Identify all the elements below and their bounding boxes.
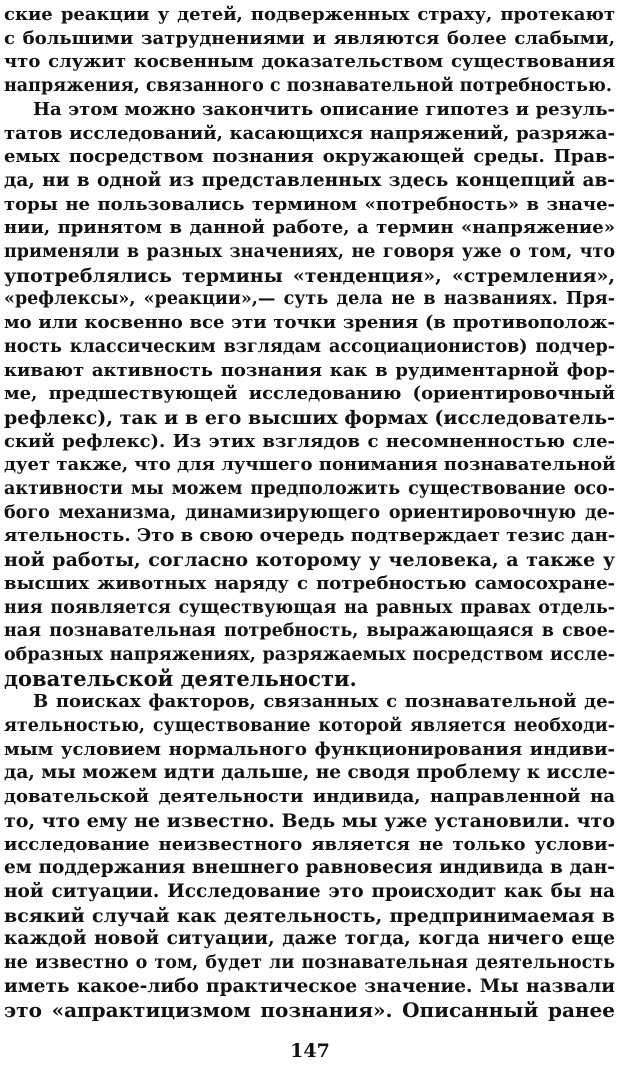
- text-line: это «апрактицизмом познания». Описанный ранее: [4, 998, 615, 1023]
- text-line: ния появляется существующая на равных правах отдель-: [4, 597, 615, 618]
- text-line: ность классическим взглядам ассоциационистов) подчер-: [4, 336, 615, 357]
- text-line: да, мы можем идти дальше, не сводя проблему к иссле-: [4, 762, 616, 784]
- text-line: мо или косвенно все эти точки зрения (в противополож-: [4, 312, 615, 334]
- text-line: «рефлексы», «реакции»,— суть дела не в названиях. Пря-: [4, 289, 615, 310]
- text-line: ятельностью, существование которой является необходи-: [4, 716, 615, 736]
- text-line: всякий случай как деятельность, предпринимаемая в: [4, 904, 615, 927]
- text-line: довательской деятельности индивида, направленной на: [4, 786, 615, 808]
- text-line: с большими затруднениями и являются более слабыми,: [4, 27, 615, 49]
- text-line: исследование неизвестного является не только услови-: [4, 833, 615, 855]
- paragraph-first-line: На этом можно закончить описание гипотез и резуль-: [33, 98, 615, 120]
- text-line: напряжения, связанного с познавательной потребностью.: [4, 76, 612, 97]
- text-line: ной ситуации. Исследование это происходит как бы на: [4, 880, 615, 902]
- text-line: ная познавательная потребность, выражающаяся в свое-: [4, 621, 615, 642]
- text-line: ем поддержания внешнего равновесия индивида в дан-: [4, 857, 615, 879]
- text-line: не известно о том, будет ли познавательная деятельность: [4, 953, 615, 973]
- text-line: иметь какое-либо практическое значение. Мы назвали: [4, 975, 615, 997]
- text-line: татов исследований, касающихся напряжений, разряжа-: [4, 122, 615, 144]
- text-line: торы не пользовались термином «потребность» в значе-: [4, 193, 615, 215]
- text-line: ские реакции у детей, подверженных страху, протекают: [4, 4, 615, 25]
- text-line: нии, принятом в данной работе, а термин «напряжение»: [4, 217, 615, 239]
- text-line: высших животных наряду с потребностью самосохране-: [4, 572, 615, 594]
- text-line: мым условием нормального функционирования индиви-: [4, 738, 615, 760]
- text-line: образных напряжениях, разряжаемых посредством иссле-: [4, 644, 615, 665]
- text-line: ной работы, согласно которому у человека, а также у: [4, 549, 615, 572]
- page-number: 147: [290, 1040, 330, 1062]
- text-line: рефлекс), так и в его высших формах (исследователь-: [4, 406, 615, 429]
- text-line: каждой новой ситуации, даже тогда, когда ничего еще: [4, 928, 615, 950]
- text-line: ский рефлекс). Из этих взглядов с несомненностью сле-: [4, 430, 615, 452]
- text-line: дует также, что для лучшего понимания познавательной: [4, 454, 616, 476]
- text-line: активности мы можем предположить существование осо-: [4, 479, 615, 499]
- text-line: ятельность. Это в свою очередь подтверждает тезис дан-: [4, 525, 616, 547]
- text-line: ме, предшествующей исследованию (ориентировочный: [4, 383, 615, 405]
- text-line: бого механизма, динамизирующего ориентировочную де-: [4, 502, 615, 523]
- paragraph-first-line: В поисках факторов, связанных с познавательной де-: [33, 691, 615, 713]
- text-line: емых посредством познания окружающей среды. Прав-: [4, 146, 615, 168]
- text-line: кивают активность познания как в рудиментарной фор-: [4, 359, 615, 381]
- text-line: то, что ему не известно. Ведь мы уже установили. что: [4, 809, 615, 832]
- text-line: да, ни в одной из представленных здесь концепций ав-: [4, 169, 615, 191]
- text-line: что служит косвенным доказательством существования: [4, 51, 615, 73]
- text-line: употреблялись термины «тенденция», «стремления»,: [4, 264, 615, 287]
- text-line: довательской деятельности.: [4, 665, 357, 691]
- text-line: применяли в разных значениях, не говоря уже о том, что: [4, 242, 615, 262]
